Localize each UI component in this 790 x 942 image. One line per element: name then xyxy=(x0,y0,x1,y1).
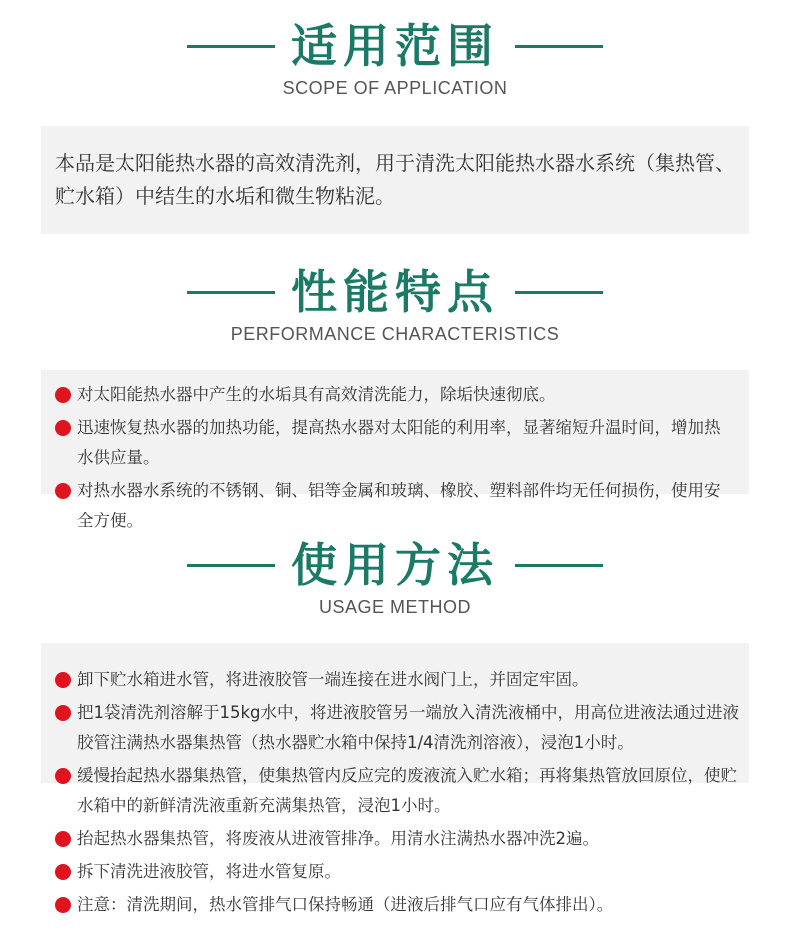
divider-line-left xyxy=(187,291,275,294)
bullet-dot-icon xyxy=(55,387,71,403)
performance-box xyxy=(41,370,749,530)
list-item: 对太阳能热水器中产生的水垢具有高效清洗能力，除垢快速彻底。 xyxy=(55,380,735,410)
performance-header xyxy=(0,262,790,345)
usage-list xyxy=(55,665,740,920)
bullet-dot-icon xyxy=(55,831,71,847)
bullet-dot-icon xyxy=(55,705,71,721)
divider-line-right xyxy=(515,291,603,294)
section-title: 使用方法 xyxy=(291,538,499,592)
bullet-dot-icon xyxy=(55,768,71,784)
bullet-dot-icon xyxy=(55,483,71,499)
section-subtitle: USAGE METHOD xyxy=(318,597,471,617)
section-title: 性能特点 xyxy=(291,265,499,319)
bullet-dot-icon xyxy=(55,672,71,688)
section-title: 适用范围 xyxy=(291,19,499,73)
divider-line-right xyxy=(515,564,603,567)
bullet-dot-icon xyxy=(55,864,71,880)
scope-paragraph: 本品是太阳能热水器的高效清洗剂，用于清洗太阳能热水器水系统（集热管、贮水箱）中结生的水垢和微生物粘泥。 xyxy=(55,151,735,208)
bullet-dot-icon xyxy=(55,420,71,436)
list-item: 卸下贮水箱进水管，将进液胶管一端连接在进水阀门上，并固定牢固。 xyxy=(55,665,740,695)
scope-box xyxy=(41,126,749,234)
divider-line-left xyxy=(187,564,275,567)
list-item: 缓慢抬起热水器集热管，使集热管内反应完的废液流入贮水箱；再将集热管放回原位，使贮水箱中的新鲜清洗液重新充满集热管，浸泡1小时。 xyxy=(55,761,740,821)
list-item: 把1袋清洗剂溶解于15kg水中，将进液胶管另一端放入清洗液桶中，用高位进液法通过进液胶管注满热水器集热管（热水器贮水箱中保持1/4清洗剂溶液），浸泡1小时。 xyxy=(55,698,740,758)
list-item: 抬起热水器集热管，将废液从进液管排净。用清水注满热水器冲洗2遍。 xyxy=(55,824,740,854)
list-item: 注意：清洗期间，热水管排气口保持畅通（进液后排气口应有气体排出）。 xyxy=(55,890,740,920)
usage-header xyxy=(0,535,790,618)
divider-line-right xyxy=(515,45,603,48)
bullet-dot-icon xyxy=(55,897,71,913)
usage-content xyxy=(55,665,740,923)
list-item: 迅速恢复热水器的加热功能，提高热水器对太阳能的利用率，显著缩短升温时间，增加热水供应量。 xyxy=(55,413,735,473)
list-item: 拆下清洗进液胶管，将进水管复原。 xyxy=(55,857,740,887)
divider-line-left xyxy=(187,45,275,48)
section-subtitle: SCOPE OF APPLICATION xyxy=(282,78,508,98)
list-item: 对热水器水系统的不锈钢、铜、铝等金属和玻璃、橡胶、塑料部件均无任何损伤，使用安全方便。 xyxy=(55,476,735,536)
scope-header xyxy=(0,16,790,99)
performance-list xyxy=(55,380,735,536)
section-subtitle: PERFORMANCE CHARACTERISTICS xyxy=(230,324,560,344)
